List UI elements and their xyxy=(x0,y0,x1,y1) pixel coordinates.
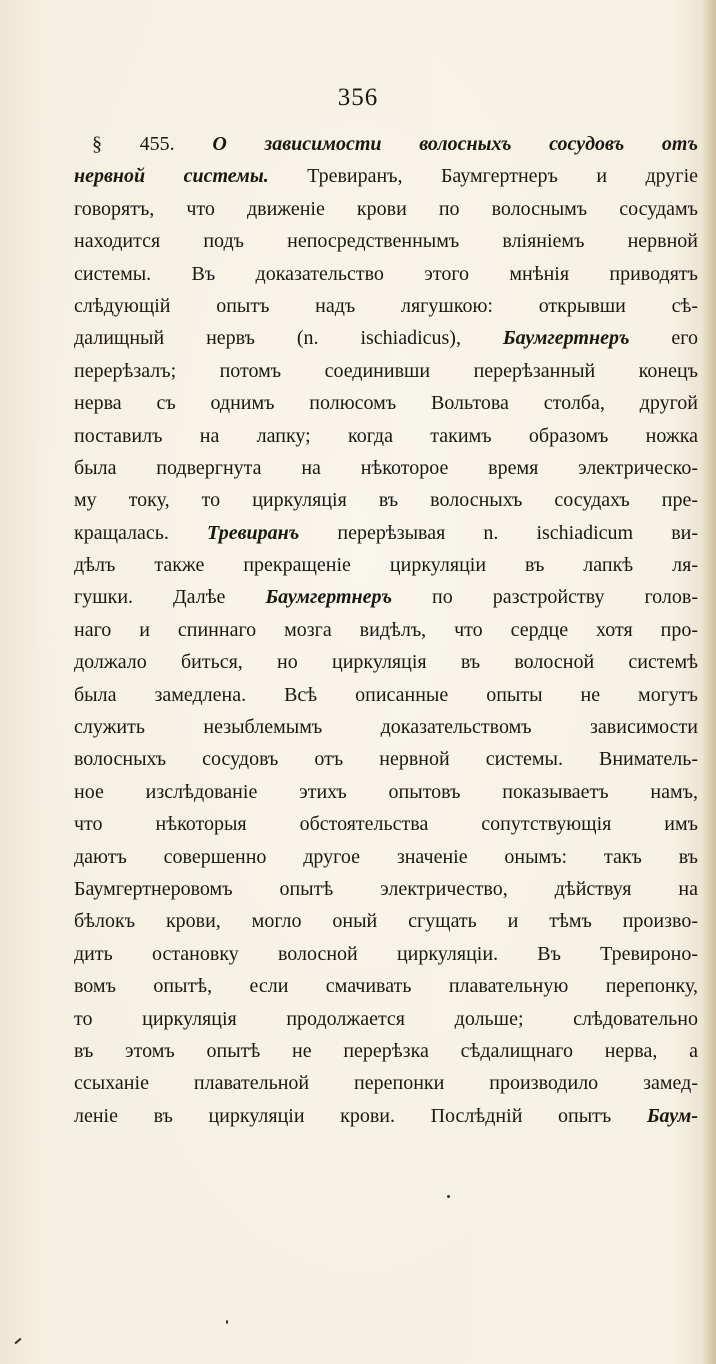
text-segment: гушки. Далѣе xyxy=(74,586,266,609)
text-line xyxy=(74,225,698,257)
text-segment: кращалась. xyxy=(74,521,207,544)
text-line xyxy=(74,938,698,970)
text-segment: ссыханіе плавательной перепонки производило замед- xyxy=(74,1072,698,1095)
body-text xyxy=(74,128,698,1132)
text-segment: по разстройству голов- xyxy=(392,586,698,609)
text-segment: дѣлъ также прекращеніе циркуляціи въ лапкѣ ля- xyxy=(74,554,698,577)
text-segment: поставилъ на лапку; когда такимъ образомъ ножка xyxy=(74,424,698,447)
text-line xyxy=(74,387,698,419)
text-line xyxy=(74,1067,698,1099)
text-line xyxy=(74,290,698,322)
text-segment: въ этомъ опытѣ не перерѣзка сѣдалищнаго нерва, а xyxy=(74,1039,698,1062)
text-segment: ное изслѣдованіе этихъ опытовъ показываетъ намъ, xyxy=(74,780,698,803)
text-segment: то циркуляція продолжается дольше; слѣдовательно xyxy=(74,1007,698,1030)
text-line xyxy=(74,808,698,840)
text-segment: его xyxy=(629,327,698,350)
text-line xyxy=(74,970,698,1002)
italic-text: О зависимости волосныхъ сосудовъ отъ xyxy=(212,133,698,155)
text-line xyxy=(74,355,698,387)
text-segment: даютъ совершенно другое значеніе онымъ: такъ въ xyxy=(74,845,698,868)
text-line xyxy=(74,646,698,678)
text-segment: говорятъ, что движеніе крови по волоснымъ сосудамъ xyxy=(74,197,698,220)
italic-text: Баумгертнеръ xyxy=(265,586,393,609)
text-segment: леніе въ циркуляціи крови. Послѣдній опытъ xyxy=(74,1104,647,1127)
text-line xyxy=(74,549,698,581)
text-line xyxy=(74,452,698,484)
text-segment: Тревиранъ, Баумгертнеръ и другіе xyxy=(268,165,698,188)
ink-speck xyxy=(14,1338,21,1345)
text-segment: далищный нервъ (n. ischiadicus), xyxy=(74,327,503,350)
text-segment: была замедлена. Всѣ описанные опыты не могутъ xyxy=(74,683,698,706)
text-segment: находится подъ непосредственнымъ вліяніемъ нервной xyxy=(74,230,698,253)
text-line xyxy=(74,1100,698,1132)
text-segment: му току, то циркуляція въ волосныхъ сосудахъ пре- xyxy=(74,489,698,512)
text-line xyxy=(74,614,698,646)
page-number: 356 xyxy=(337,84,379,111)
text-line xyxy=(74,420,698,452)
text-segment: перерѣзывая n. ischiadicum ви- xyxy=(299,521,698,544)
italic-text: Тревиранъ xyxy=(207,521,300,544)
text-segment: волосныхъ сосудовъ отъ нервной системы. Вниматель- xyxy=(74,748,698,771)
text-line xyxy=(74,1003,698,1035)
text-line xyxy=(74,193,698,225)
text-segment: § 455. xyxy=(92,133,213,155)
text-segment: наго и спиннаго мозга видѣлъ, что сердце хотя про- xyxy=(74,618,698,641)
text-segment: должало биться, но циркуляція въ волосной системѣ xyxy=(74,651,698,674)
text-segment: была подвергнута на нѣкоторое время электрическо- xyxy=(74,456,698,479)
page-edge-shadow xyxy=(702,0,716,1364)
text-line xyxy=(74,517,698,549)
text-line xyxy=(74,776,698,808)
text-line xyxy=(74,873,698,905)
text-line xyxy=(74,743,698,775)
text-segment: системы. Въ доказательство этого мнѣнія приводятъ xyxy=(74,262,698,285)
text-segment: дить остановку волосной циркуляціи. Въ Тревироно- xyxy=(74,942,698,965)
text-line xyxy=(74,322,698,354)
italic-text: Баум- xyxy=(646,1104,698,1127)
text-line xyxy=(74,905,698,937)
text-segment: что нѣкоторыя обстоятельства сопутствующія имъ xyxy=(74,813,698,836)
text-line xyxy=(74,484,698,516)
text-segment: нерва съ однимъ полюсомъ Вольтова столба, другой xyxy=(74,392,698,415)
text-line xyxy=(74,258,698,290)
ink-speck xyxy=(226,1320,228,1324)
text-line xyxy=(74,679,698,711)
text-line xyxy=(74,128,698,160)
text-segment: бѣлокъ крови, могло оный сгущать и тѣмъ произво- xyxy=(74,910,698,933)
text-line xyxy=(74,160,698,192)
text-line xyxy=(74,1035,698,1067)
ink-speck xyxy=(447,1195,450,1198)
text-line xyxy=(74,841,698,873)
text-segment: перерѣзалъ; потомъ соединивши перерѣзанный конецъ xyxy=(74,359,698,382)
text-segment: вомъ опытѣ, если смачивать плавательную перепонку, xyxy=(74,975,698,998)
text-line xyxy=(74,581,698,613)
italic-text: Баумгертнеръ xyxy=(502,327,630,350)
text-segment: Баумгертнеровомъ опытѣ электричество, дѣйствуя на xyxy=(74,877,698,900)
text-line xyxy=(74,711,698,743)
text-segment: слѣдующій опытъ надъ лягушкою: открывши сѣ- xyxy=(74,294,698,317)
italic-text: нервной системы. xyxy=(74,165,269,188)
text-segment: служить незыблемымъ доказательствомъ зависимости xyxy=(74,716,698,739)
